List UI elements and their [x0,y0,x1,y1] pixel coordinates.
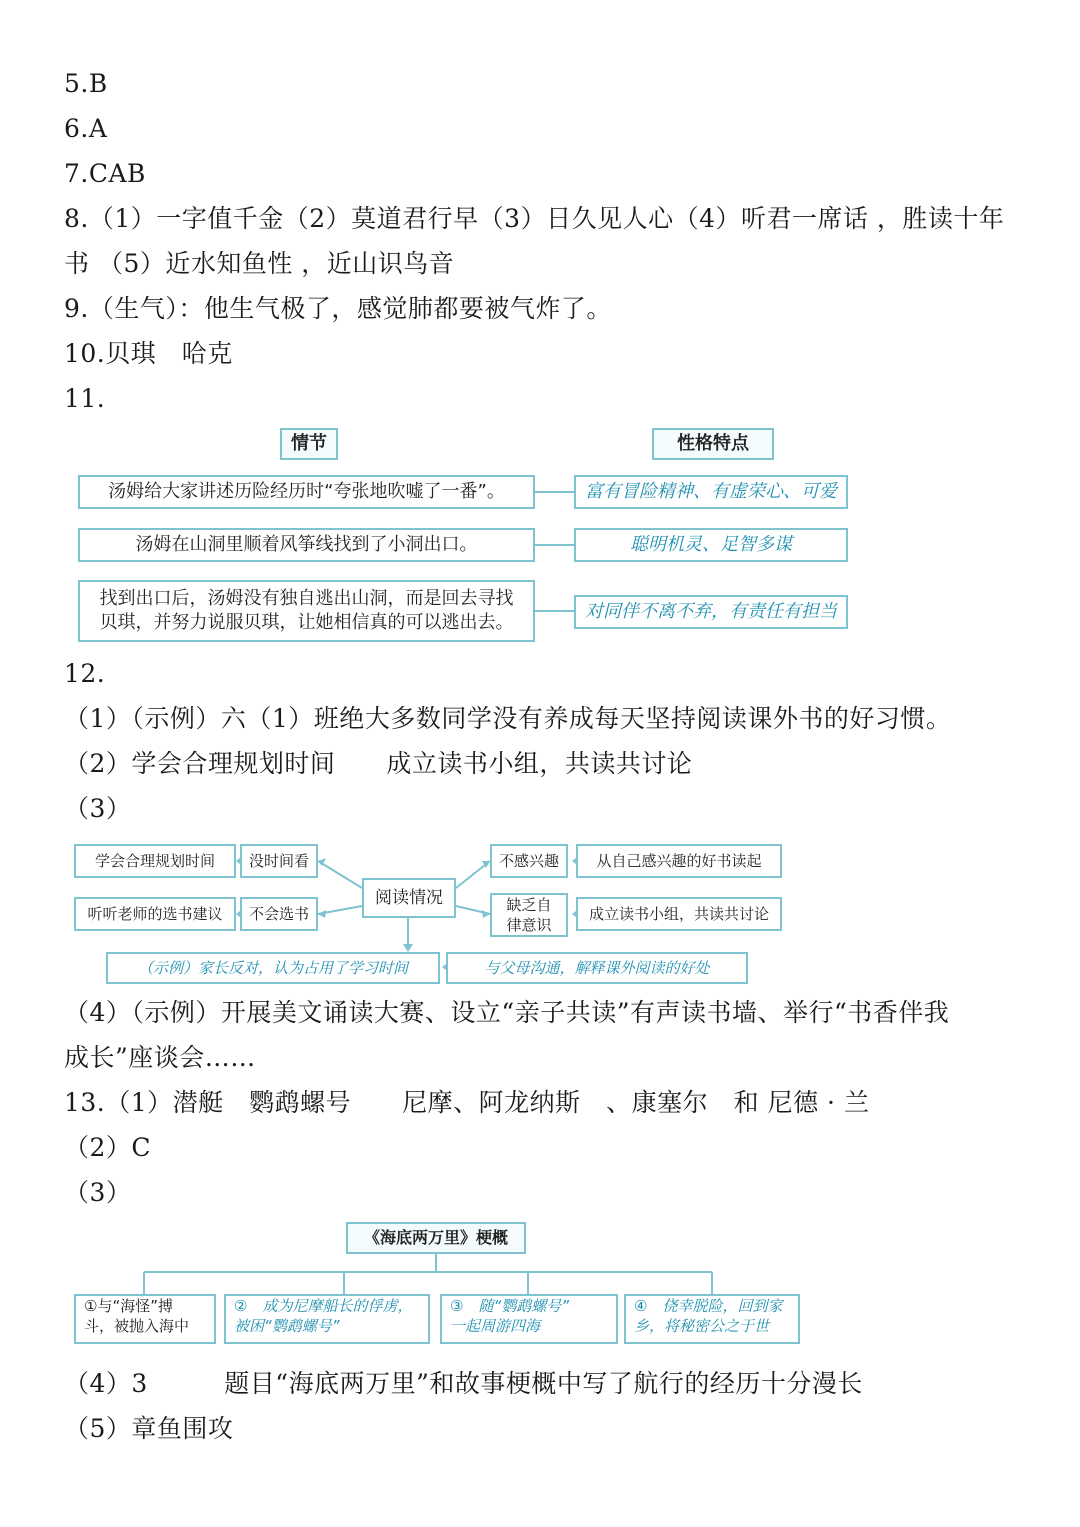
answer-13-4: （4）3 题目“海底两万里”和故事梗概中写了航行的经历十分漫长 [64,1369,863,1398]
answer-10: 10.贝琪 哈克 [64,339,233,368]
right-bottom-solution: 成立读书小组，共读共讨论 [576,897,782,931]
summary-box-3 [440,1294,618,1344]
summary-box-3-line2: 一起周游四海 [450,1317,541,1335]
right-top-solution: 从自己感兴趣的好书读起 [576,844,782,878]
summary-box-3-line1: ③ 随“鹦鹉螺号” [450,1297,569,1315]
summary-box-1 [74,1294,216,1344]
bottom-problem: （示例）家长反对，认为占用了学习时间 [106,952,440,984]
left-bottom-problem: 不会选书 [240,897,318,931]
answer-11-label: 11. [64,384,106,413]
left-top-solution: 学会合理规划时间 [74,844,236,878]
answer-12-1: （1）（示例）六（1）班绝大多数同学没有养成每天坚持阅读课外书的好习惯。 [64,704,952,733]
summary-box-2-line2: 被困“鹦鹉螺号” [234,1317,340,1335]
trait-box-1: 富有冒险精神、有虚荣心、可爱 [574,475,848,509]
summary-box-4-line1: ④ 侥幸脱险，回到家 [634,1297,783,1315]
answer-12-4-line1: （4）（示例）开展美文诵读大赛、设立“亲子共读”有声读书墙、举行“书香伴我 [64,998,950,1027]
answer-6: 6.A [64,114,108,143]
answer-7: 7.CAB [64,159,146,188]
answer-13-3: （3） [64,1178,132,1207]
summary-box-1-line1: ①与“海怪”搏 [84,1297,173,1315]
header-plot: 情节 [280,428,338,460]
left-bottom-solution: 听听老师的选书建议 [74,897,236,931]
trait-box-3: 对同伴不离不弃，有责任有担当 [574,595,848,629]
answer-12-label: 12. [64,659,106,688]
right-top-problem: 不感兴趣 [490,844,568,878]
plot-box-1: 汤姆给大家讲述历险经历时“夸张地吹嘘了一番”。 [78,475,535,509]
answer-9: 9.（生气）：他生气极了，感觉肺都要被气炸了。 [64,294,612,323]
trait-box-2: 聪明机灵、足智多谋 [574,528,848,562]
left-top-problem: 没时间看 [240,844,318,878]
summary-box-1-line2: 斗，被抛入海中 [84,1317,190,1335]
plot-box-3-line1: 找到出口后，汤姆没有独自逃出山洞，而是回去寻找 [99,588,514,609]
bottom-solution: 与父母沟通，解释课外阅读的好处 [446,952,748,984]
summary-box-2-line1: ② 成为尼摩船长的俘虏， [234,1297,413,1315]
plot-box-3-line2: 贝琪，并努力说服贝琪，让她相信真的可以逃出去。 [99,612,514,633]
answer-12-3: （3） [64,794,132,823]
plot-box-2: 汤姆在山洞里顺着风筝线找到了小洞出口。 [78,528,535,562]
answer-13-5: （5）章鱼围攻 [64,1414,234,1443]
center-reading-status: 阅读情况 [362,878,456,918]
answer-5: 5.B [64,69,108,98]
right-bottom-problem-line1: 缺乏自 [506,896,552,914]
summary-box-4 [624,1294,800,1344]
header-trait: 性格特点 [652,428,774,460]
summary-box-4-line2: 乡，将秘密公之于世 [634,1317,770,1335]
answer-8-line2: 书 （5）近水知鱼性 ，近山识鸟音 [64,249,455,278]
answer-13-1: 13.（1）潜艇 鹦鹉螺号 尼摩、阿龙纳斯 、康塞尔 和 尼德 · 兰 [64,1088,870,1117]
answer-12-2: （2）学会合理规划时间 成立读书小组，共读共讨论 [64,749,693,778]
diagram-13-title: 《海底两万里》梗概 [346,1222,526,1254]
answer-12-4-line2: 成长”座谈会…… [64,1043,256,1072]
answer-13-2: （2）C [64,1133,152,1162]
summary-box-2 [224,1294,430,1344]
right-bottom-problem-line2: 律意识 [506,916,552,934]
answer-8-line1: 8.（1）一字值千金（2）莫道君行早（3）日久见人心（4）听君一席话 ，胜读十年 [64,204,1005,233]
